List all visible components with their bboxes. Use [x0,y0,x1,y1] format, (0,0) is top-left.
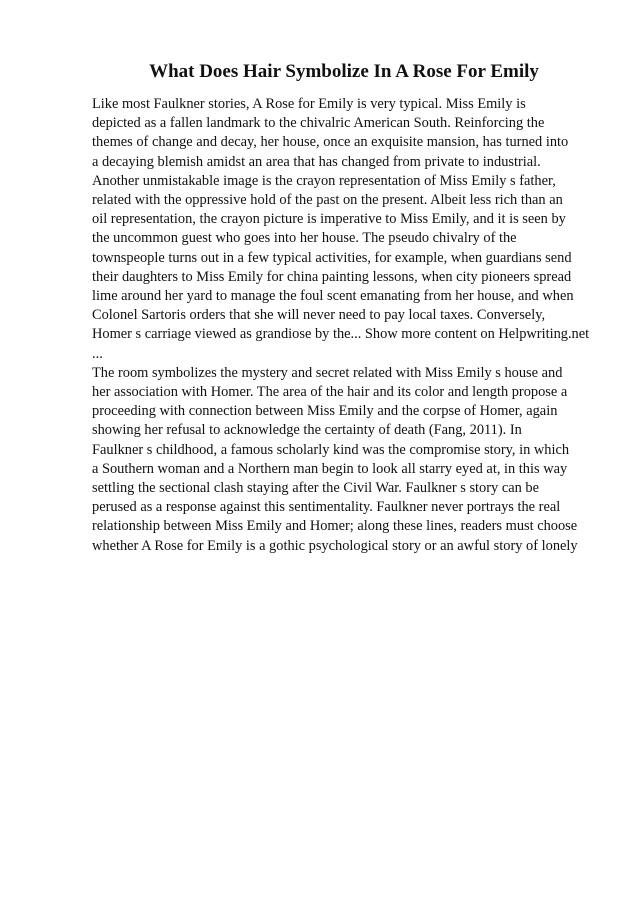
text-line: her association with Homer. The area of the hair and its color and length propose a [92,384,568,401]
text-line: Another unmistakable image is the crayon representation of Miss Emily s father, [92,172,556,189]
text-line: ... [92,345,103,362]
text-line: oil representation, the crayon picture is imperative to Miss Emily, and it is seen by [92,211,566,228]
text-line: lime around her yard to manage the foul scent emanating from her house, and when [92,288,574,305]
text-line: whether A Rose for Emily is a gothic psychological story or an awful story of lonely [92,537,578,554]
text-line: depicted as a fallen landmark to the chivalric American South. Reinforcing the [92,115,545,132]
text-line: their daughters to Miss Emily for china painting lessons, when city pioneers spread [92,268,572,285]
text-line: Homer s carriage viewed as grandiose by the... Show more content on Helpwriting.net [92,326,590,343]
text-line: showing her refusal to acknowledge the certainty of death (Fang, 2011). In [92,422,522,439]
text-line: the uncommon guest who goes into her house. The pseudo chivalry of the [92,230,517,247]
text-line: relationship between Miss Emily and Homer; along these lines, readers must choose [92,518,578,535]
text-line: Faulkner s childhood, a famous scholarly kind was the compromise story, in which [92,441,570,458]
text-line: settling the sectional clash staying after the Civil War. Faulkner s story can be [92,480,539,497]
document-title: What Does Hair Symbolize In A Rose For Emily [149,61,539,82]
text-line: Like most Faulkner stories, A Rose for Emily is very typical. Miss Emily is [92,96,526,112]
text-line: perused as a response against this sentimentality. Faulkner never portrays the real [92,499,561,516]
text-line: proceeding with connection between Miss Emily and the corpse of Homer, again [92,403,558,420]
text-line: The room symbolizes the mystery and secret related with Miss Emily s house and [92,364,563,381]
text-line: a decaying blemish amidst an area that has changed from private to industrial. [92,153,541,170]
text-line: a Southern woman and a Northern man begin to look all starry eyed at, in this way [92,460,568,477]
document-body [92,95,612,556]
text-line: townspeople turns out in a few typical activities, for example, when guardians send [92,249,572,266]
text-line: Colonel Sartoris orders that she will never need to pay local taxes. Conversely, [92,307,546,324]
text-line: themes of change and decay, her house, once an exquisite mansion, has turned into [92,134,569,151]
text-line: related with the oppressive hold of the past on the present. Albeit less rich than an [92,192,563,209]
